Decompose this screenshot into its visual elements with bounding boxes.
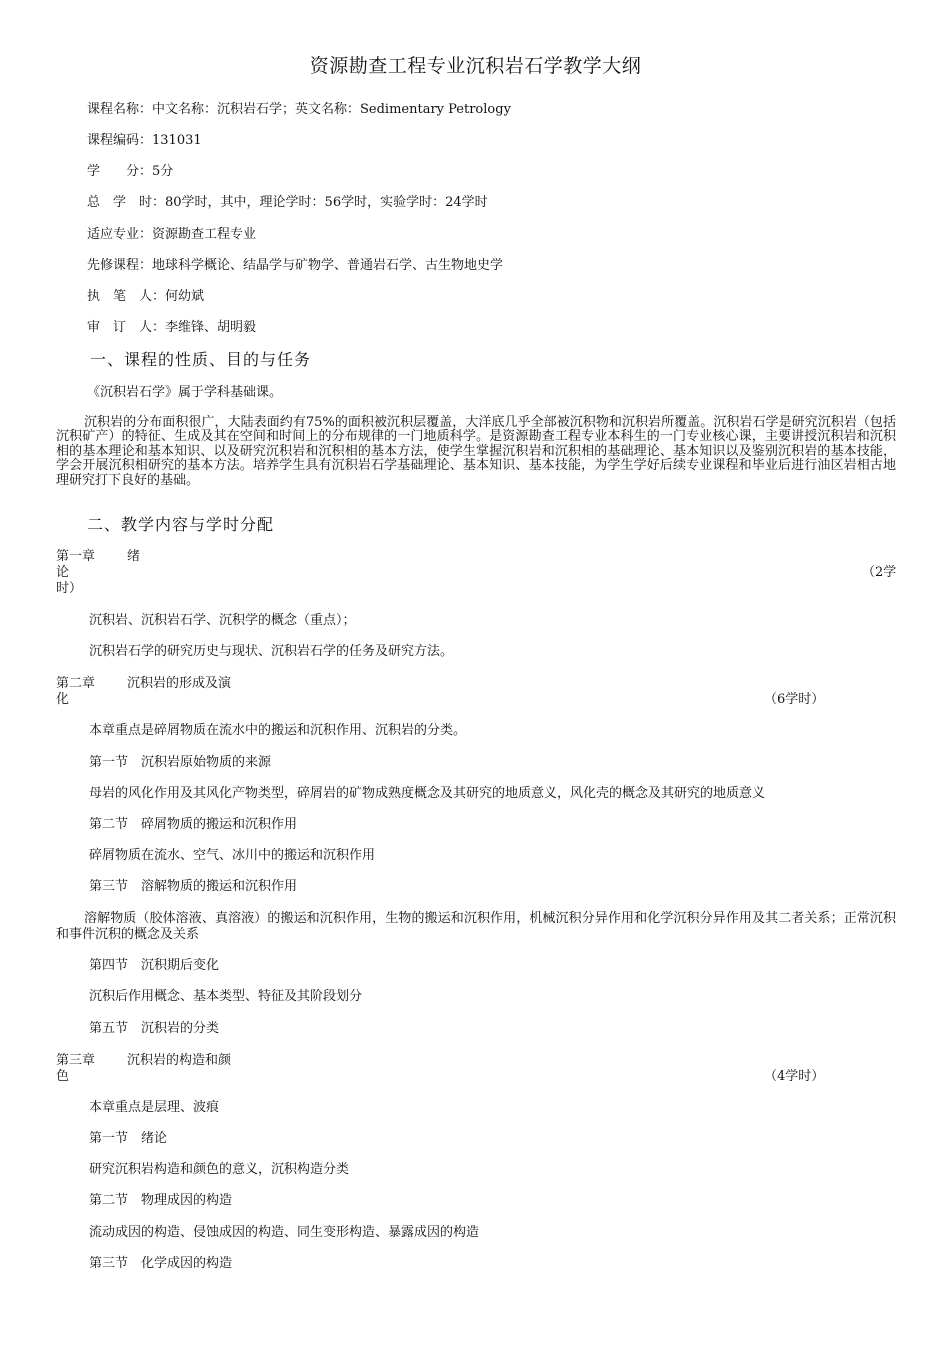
chapter-2-section-2: 第二节 碎屑物质的搬运和沉积作用 bbox=[89, 817, 298, 832]
chapter-3-section-2-content: 流动成因的构造、侵蚀成因的构造、同生变形构造、暴露成因的构造 bbox=[89, 1225, 480, 1240]
course-description-paragraph: 沉积岩的分布面积很广，大陆表面约有75%的面积被沉积层覆盖，大洋底几乎全部被沉积物和沉积岩所覆盖。沉积岩石学是研究沉积岩（包括沉积矿产）的特征、生成及其在空间和时间上的分布规律的一门地质科学。是资源勘查工程专业本科生的一门专业核心课，主要讲授沉积岩和沉积相的基本理论和基本知识、以及研究沉积岩和沉积相的基本方法，使学生掌握沉积岩和沉积相的基础理论、基本知识以及鉴别沉积岩的基本技能，学会开展沉积相研究的基本方法。培养学生具有沉积岩石学基础理论、基本知识、基本技能，为学生学好后续专业课程和毕业后进行油区岩相古地理研究打下良好的基础。 bbox=[56, 415, 896, 488]
course-type-paragraph: 《沉积岩石学》属于学科基础课。 bbox=[87, 385, 283, 400]
chapter-3-title: 沉积岩的构造和颜 bbox=[127, 1053, 232, 1068]
reviewer: 审 订 人：李维锋、胡明毅 bbox=[87, 320, 257, 335]
author: 执 笔 人：何幼斌 bbox=[87, 289, 205, 304]
chapter-2-title-wrap: 化 bbox=[56, 692, 70, 707]
section-heading-2: 二、教学内容与学时分配 bbox=[87, 515, 275, 534]
chapter-1-hours: （2学 bbox=[862, 565, 897, 580]
chapter-2-section-3-content: 溶解物质（胶体溶液、真溶液）的搬运和沉积作用，生物的搬运和沉积作用，机械沉积分异作用和化学沉积分异作用及其二者关系；正常沉积和事件沉积的概念及关系 bbox=[56, 911, 896, 942]
chapter-1-title: 绪 bbox=[127, 549, 141, 564]
chapter-3-focus: 本章重点是层理、波痕 bbox=[89, 1100, 220, 1115]
course-hours: 总 学 时：80学时，其中，理论学时：56学时，实验学时：24学时 bbox=[87, 195, 488, 210]
chapter-2-title: 沉积岩的形成及演 bbox=[127, 676, 232, 691]
chapter-1-hours-wrap: 时） bbox=[56, 581, 83, 596]
chapter-2-section-3: 第三节 溶解物质的搬运和沉积作用 bbox=[89, 879, 298, 894]
chapter-2-section-2-content: 碎屑物质在流水、空气、冰川中的搬运和沉积作用 bbox=[89, 848, 376, 863]
chapter-3-section-1: 第一节 绪论 bbox=[89, 1131, 168, 1146]
chapter-2-number: 第二章 bbox=[56, 676, 96, 691]
course-code: 课程编码：131031 bbox=[87, 133, 202, 148]
chapter-2-hours: （6学时） bbox=[764, 692, 825, 707]
course-credits: 学 分：5分 bbox=[87, 164, 174, 179]
chapter-1-title-wrap: 论 bbox=[56, 565, 70, 580]
chapter-1-number: 第一章 bbox=[56, 549, 96, 564]
prerequisite-courses: 先修课程：地球科学概论、结晶学与矿物学、普通岩石学、古生物地史学 bbox=[87, 258, 504, 273]
chapter-3-title-wrap: 色 bbox=[56, 1069, 70, 1084]
chapter-1-line-2: 沉积岩石学的研究历史与现状、沉积岩石学的任务及研究方法。 bbox=[89, 644, 454, 659]
document-title: 资源勘查工程专业沉积岩石学教学大纲 bbox=[309, 55, 642, 77]
chapter-3-section-3: 第三节 化学成因的构造 bbox=[89, 1256, 233, 1271]
chapter-2-section-5: 第五节 沉积岩的分类 bbox=[89, 1021, 220, 1036]
chapter-3-section-1-content: 研究沉积岩构造和颜色的意义，沉积构造分类 bbox=[89, 1162, 350, 1177]
chapter-2-section-4-content: 沉积后作用概念、基本类型、特征及其阶段划分 bbox=[89, 989, 363, 1004]
chapter-1-line-1: 沉积岩、沉积岩石学、沉积学的概念（重点）； bbox=[89, 613, 356, 628]
chapter-2-section-4: 第四节 沉积期后变化 bbox=[89, 958, 220, 973]
applicable-major: 适应专业：资源勘查工程专业 bbox=[87, 227, 257, 242]
chapter-3-section-2: 第二节 物理成因的构造 bbox=[89, 1193, 233, 1208]
section-heading-1: 一、课程的性质、目的与任务 bbox=[90, 350, 312, 369]
chapter-3-hours: （4学时） bbox=[764, 1069, 825, 1084]
chapter-2-focus: 本章重点是碎屑物质在流水中的搬运和沉积作用、沉积岩的分类。 bbox=[89, 723, 467, 738]
chapter-3-number: 第三章 bbox=[56, 1053, 96, 1068]
chapter-2-section-1: 第一节 沉积岩原始物质的来源 bbox=[89, 755, 272, 770]
course-name: 课程名称：中文名称：沉积岩石学；英文名称：Sedimentary Petrology bbox=[87, 102, 511, 117]
chapter-2-section-1-content: 母岩的风化作用及其风化产物类型，碎屑岩的矿物成熟度概念及其研究的地质意义，风化壳的概念及其研究的地质意义 bbox=[89, 786, 766, 801]
